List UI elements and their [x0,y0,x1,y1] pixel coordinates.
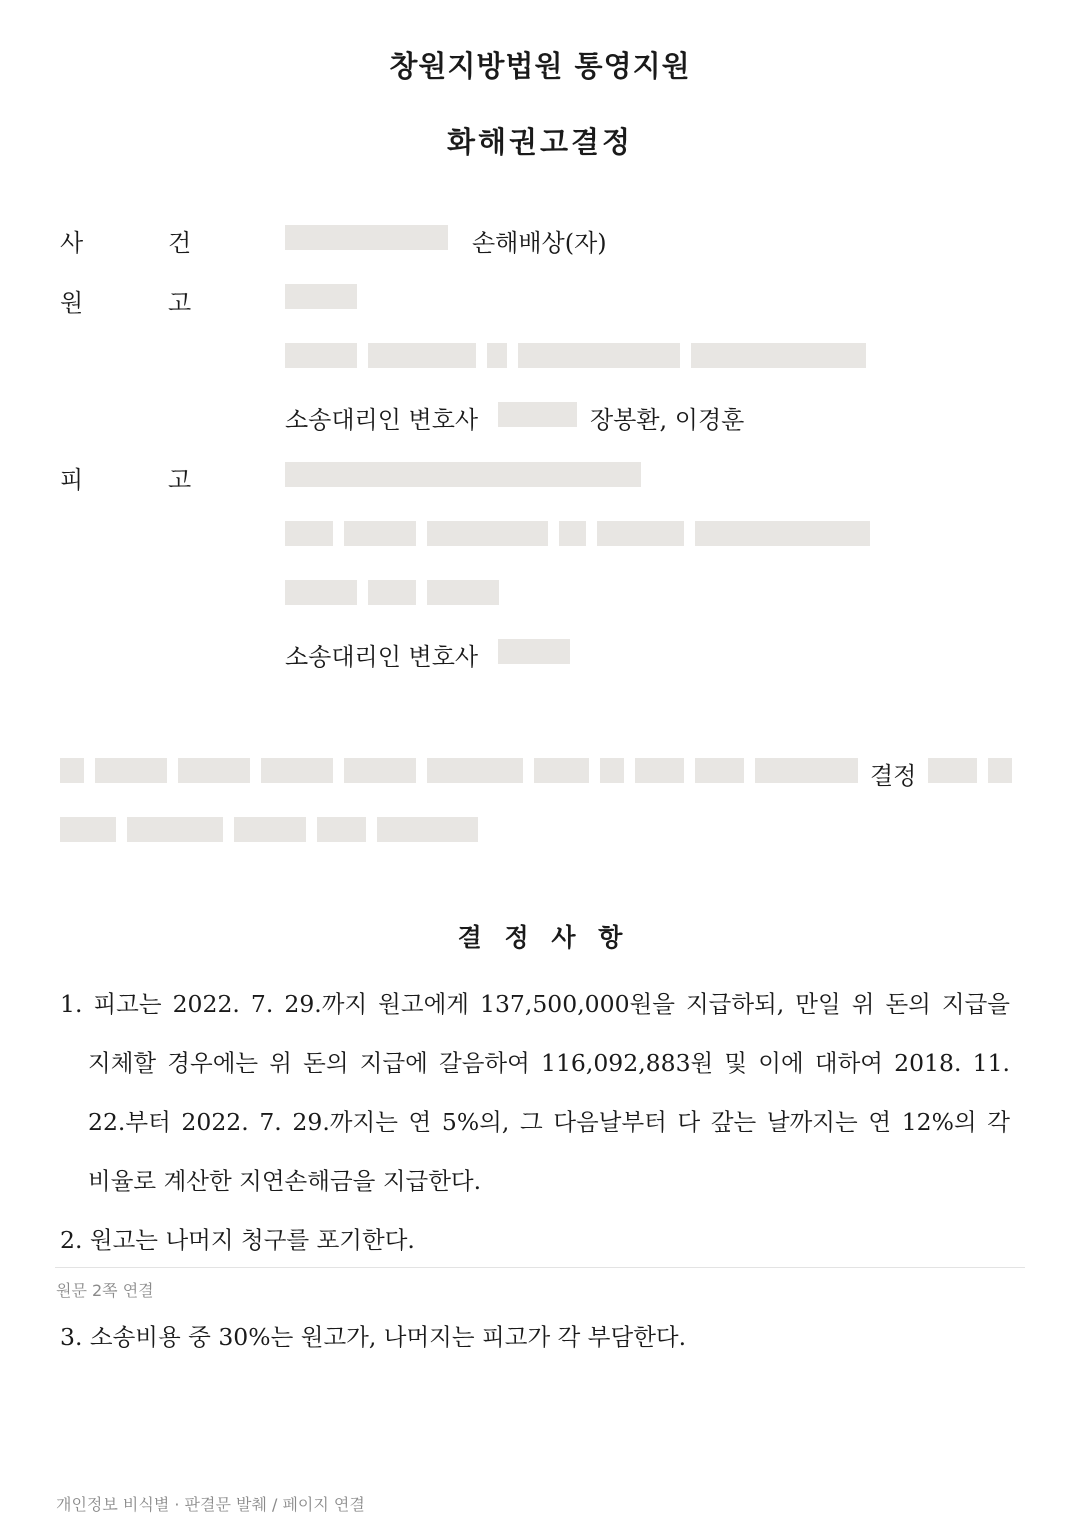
redacted-preamble [344,758,416,783]
document-title: 화해권고결정 [446,125,634,159]
redacted-preamble [178,758,250,783]
redacted-preamble [755,758,858,783]
redacted-plaintiff-address [487,343,507,368]
item-1-line-4: 비율로 계산한 지연손해금을 지급한다. [88,1167,482,1195]
redacted-plaintiff-address [285,343,357,368]
redacted-preamble [261,758,333,783]
redacted-defendant-address [559,521,586,546]
redacted-preamble [95,758,167,783]
item-2: 2. 원고는 나머지 청구를 포기한다. [60,1226,415,1254]
item-3: 3. 소송비용 중 30%는 원고가, 나머지는 피고가 각 부담한다. [60,1323,687,1351]
defendant-label-char2: 고 [168,466,192,494]
redacted-preamble [600,758,624,783]
redacted-defendant-address [427,580,499,605]
redacted-counsel-name [498,639,570,664]
page-divider [55,1267,1025,1268]
plaintiff-label-char2: 고 [168,289,192,317]
redacted-preamble [635,758,684,783]
plaintiff-label-char1: 원 [60,289,84,317]
redacted-preamble [127,817,223,842]
redacted-preamble [234,817,306,842]
redacted-defendant-address [368,580,416,605]
item-1-line-1: 1. 피고는 2022. 7. 29.까지 원고에게 137,500,000원을 지급하되, 만일 위 돈의 지급을 [60,990,1010,1018]
court-name: 창원지방법원 통영지원 [389,49,691,83]
redacted-defendant-address [285,580,357,605]
redacted-preamble [988,758,1012,783]
redacted-defendant-address [695,521,870,546]
redacted-defendant-address [344,521,416,546]
page-link[interactable]: 원문 2쪽 연결 [56,1281,154,1300]
item-1-line-3: 22.부터 2022. 7. 29.까지는 연 5%의, 그 다음날부터 다 갚는 날까지는 연 12%의 각 [88,1108,1010,1136]
plaintiff-counsel-prefix: 소송대리인 변호사 [285,406,479,434]
redacted-preamble [695,758,744,783]
case-label-char1: 사 [60,229,84,257]
defendant-label-char1: 피 [60,466,84,494]
redacted-preamble [317,817,366,842]
redacted-plaintiff-address [368,343,476,368]
redacted-preamble [534,758,589,783]
preamble-word: 결정 [870,762,917,790]
redacted-preamble [60,817,116,842]
plaintiff-counsel-names: 장봉환, 이경훈 [590,406,745,434]
redacted-plaintiff-name [285,284,357,309]
redacted-preamble [60,758,84,783]
footer-note: 개인정보 비식별 · 판결문 발췌 / 페이지 연결 [56,1495,365,1514]
redacted-defendant-address [285,521,333,546]
redacted-defendant-address [427,521,548,546]
case-label-char2: 건 [168,229,192,257]
case-name: 손해배상(자) [472,229,607,257]
redacted-preamble [928,758,977,783]
defendant-counsel-prefix: 소송대리인 변호사 [285,643,479,671]
redacted-counsel-name [498,402,577,427]
redacted-case-number [285,225,448,250]
redacted-plaintiff-address [518,343,680,368]
redacted-plaintiff-address [691,343,866,368]
redacted-defendant-address [597,521,684,546]
redacted-defendant-name [285,462,641,487]
item-1-line-2: 지체할 경우에는 위 돈의 지급에 갈음하여 116,092,883원 및 이에 대하여 2018. 11. [88,1049,1010,1077]
section-title: 결 정 사 항 [457,923,623,952]
redacted-preamble [427,758,523,783]
redacted-preamble [377,817,478,842]
